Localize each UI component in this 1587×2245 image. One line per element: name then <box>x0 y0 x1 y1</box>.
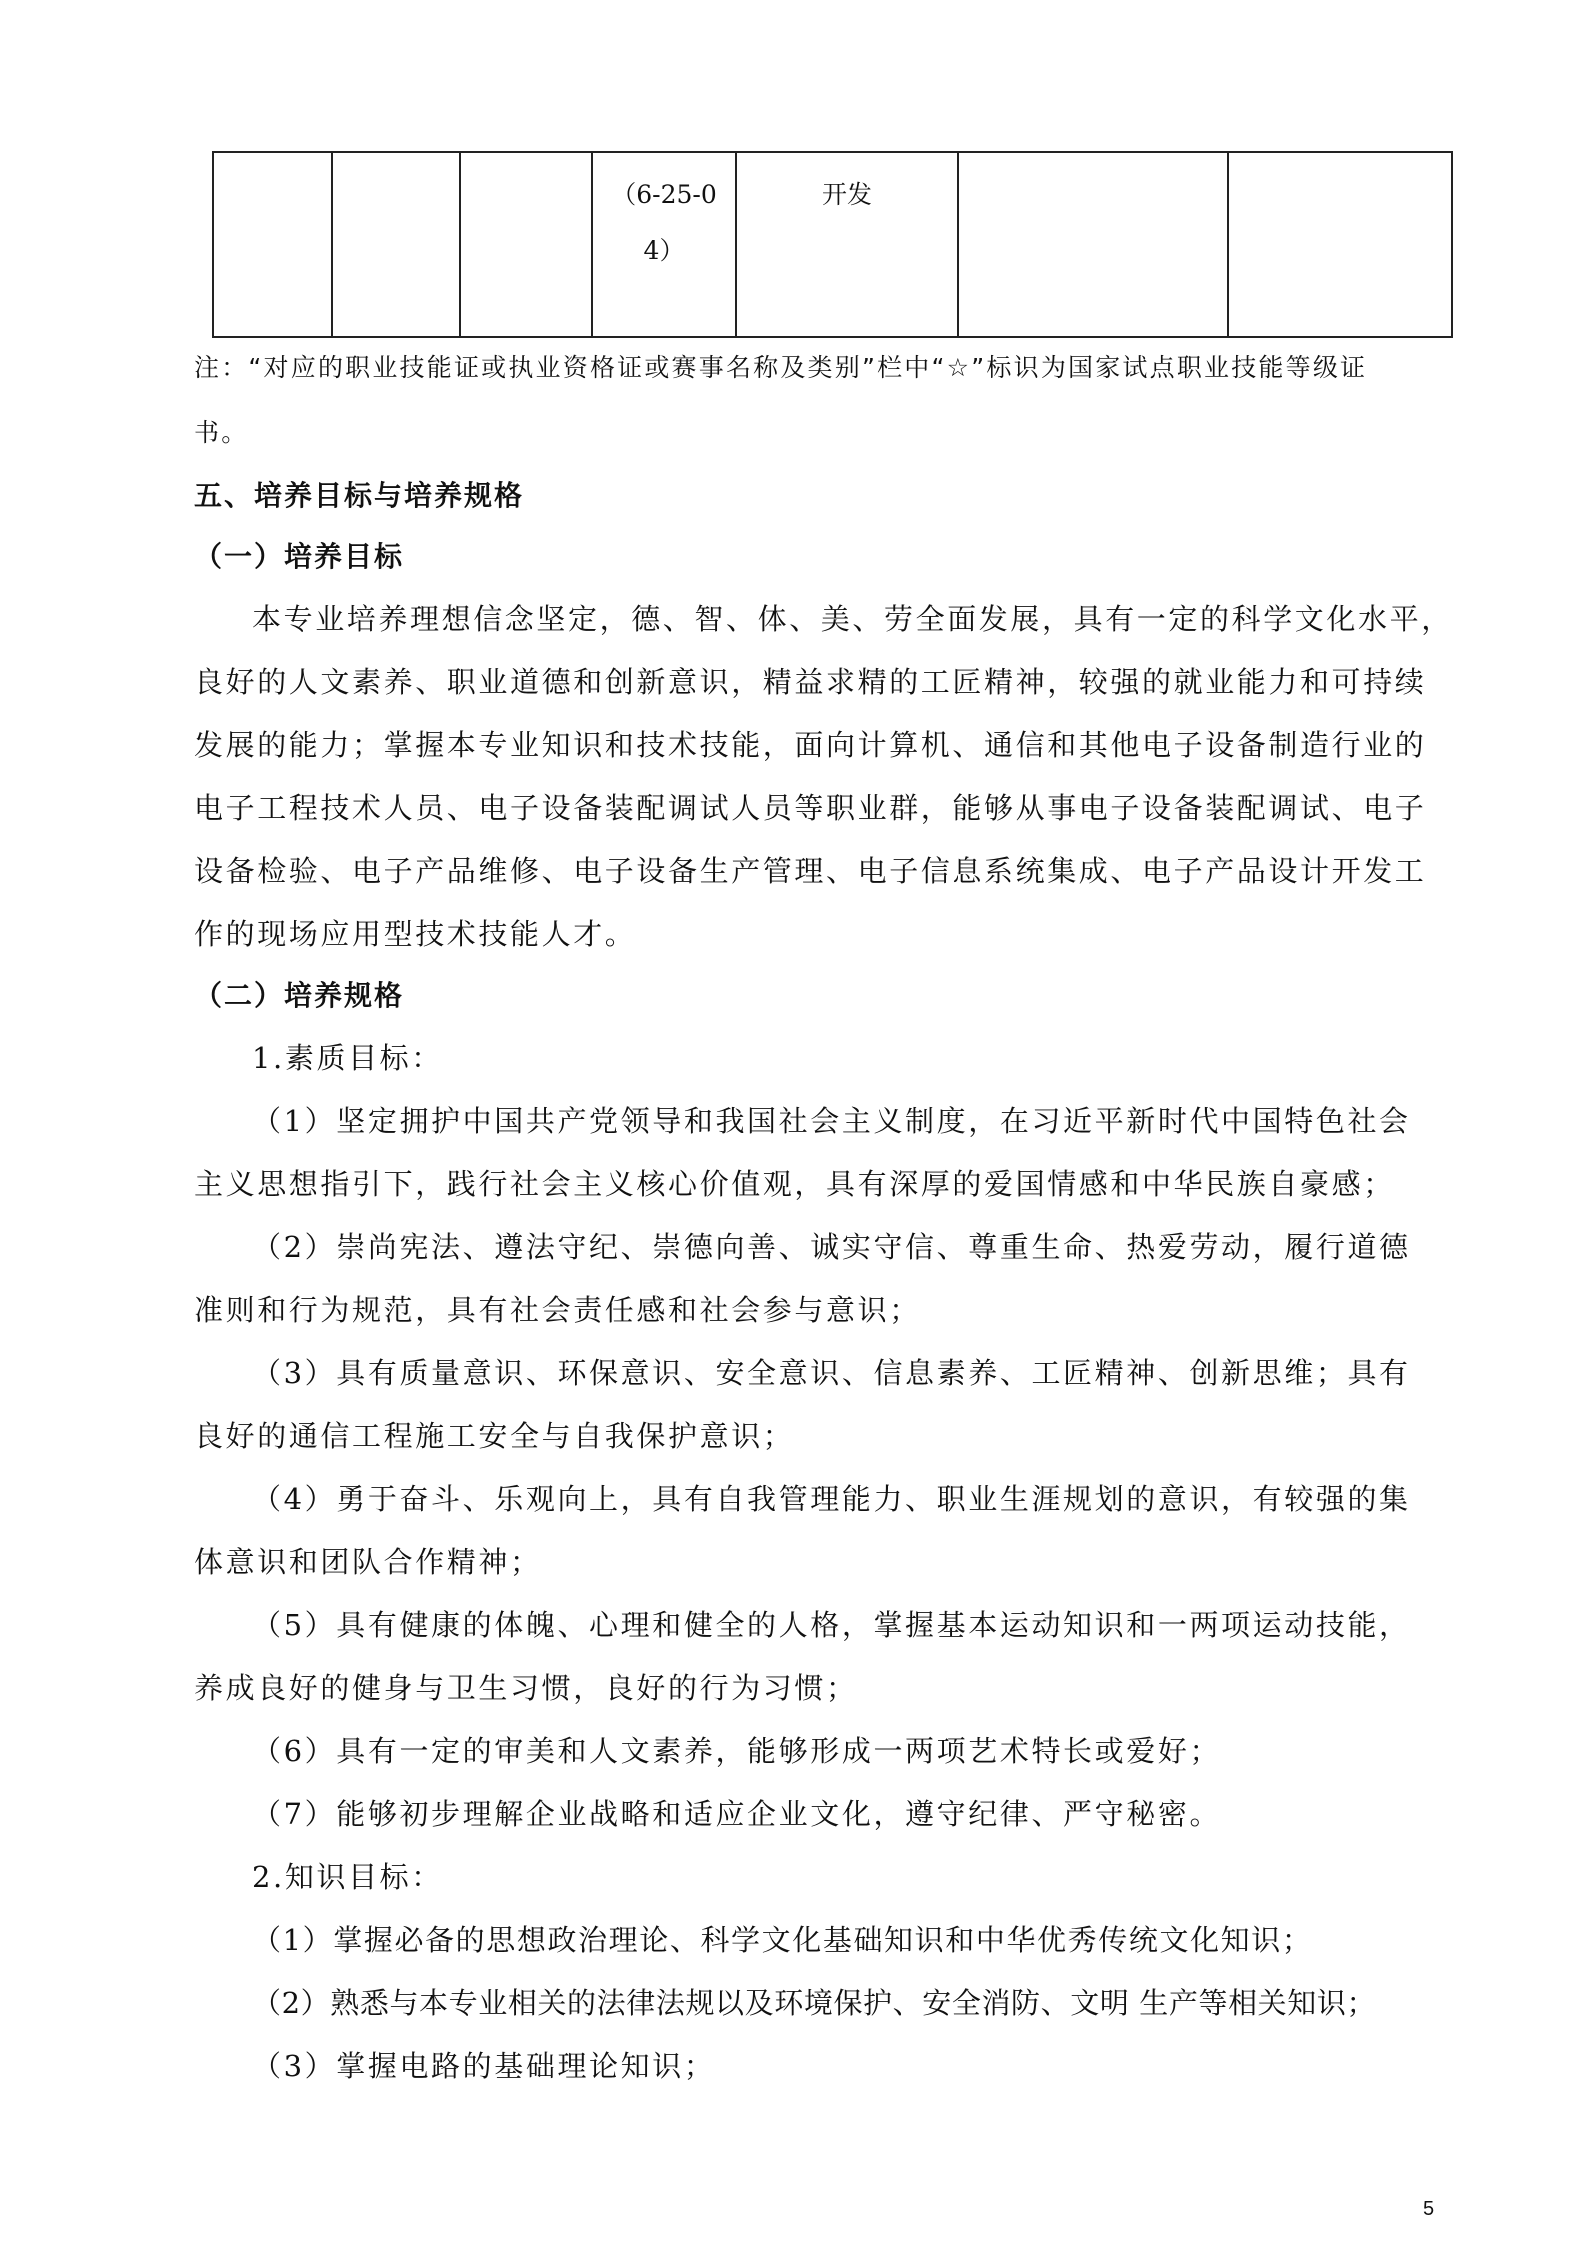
table-row <box>213 152 1452 337</box>
goal-paragraph-line: 作的现场应用型技术技能人才。 <box>194 917 637 951</box>
table-cell-occupation-code <box>592 152 736 337</box>
page-number: 5 <box>1423 2198 1435 2220</box>
quality-item-line: 养成良好的健身与卫生习惯，良好的行为习惯； <box>194 1671 858 1705</box>
quality-item-line: （3）具有质量意识、环保意识、安全意识、信息素养、工匠精神、创新思维；具有 <box>252 1356 1411 1390</box>
goal-paragraph-line: 本专业培养理想信念坚定，德、智、体、美、劳全面发展，具有一定的科学文化水平， <box>252 602 1453 636</box>
quality-item-line: 主义思想指引下，践行社会主义核心价值观，具有深厚的爱国情感和中华民族自豪感； <box>194 1167 1395 1201</box>
table-note-line2: 书。 <box>194 418 249 447</box>
quality-item-line: （7）能够初步理解企业战略和适应企业文化，遵守纪律、严守秘密。 <box>252 1797 1222 1831</box>
quality-item-line: （1）坚定拥护中国共产党领导和我国社会主义制度，在习近平新时代中国特色社会 <box>252 1104 1411 1138</box>
occupation-code-line1: （6-25-0 <box>611 180 717 209</box>
goal-paragraph-line: 电子工程技术人员、电子设备装配调试人员等职业群，能够从事电子设备装配调试、电子 <box>194 791 1427 825</box>
knowledge-item-line: （3）掌握电路的基础理论知识； <box>252 2049 716 2083</box>
table-cell <box>1228 152 1452 337</box>
quality-item-line: （6）具有一定的审美和人文素养，能够形成一两项艺术特长或爱好； <box>252 1734 1222 1768</box>
goal-paragraph-line: 设备检验、电子产品维修、电子设备生产管理、电子信息系统集成、电子产品设计开发工 <box>194 854 1427 888</box>
quality-item-line: （4）勇于奋斗、乐观向上，具有自我管理能力、职业生涯规划的意识，有较强的集 <box>252 1482 1411 1516</box>
table-cell-job <box>736 152 958 337</box>
goal-paragraph-line: 发展的能力；掌握本专业知识和技术技能，面向计算机、通信和其他电子设备制造行业的 <box>194 728 1427 762</box>
quality-item-line: 良好的通信工程施工安全与自我保护意识； <box>194 1419 795 1453</box>
occupation-code-line2: 4） <box>643 236 685 265</box>
quality-goals-title: 1.素质目标： <box>252 1041 443 1075</box>
table-cell <box>958 152 1228 337</box>
quality-item-line: （2）崇尚宪法、遵法守纪、崇德向善、诚实守信、尊重生命、热爱劳动，履行道德 <box>252 1230 1411 1264</box>
knowledge-goals-title: 2.知识目标： <box>252 1860 443 1894</box>
quality-item-line: 准则和行为规范，具有社会责任感和社会参与意识； <box>194 1293 921 1327</box>
table-note-line1: 注：“对应的职业技能证或执业资格证或赛事名称及类别”栏中“☆”标识为国家试点职业技能等级证 <box>194 353 1368 382</box>
goal-paragraph-line: 良好的人文素养、职业道德和创新意识，精益求精的工匠精神，较强的就业能力和可持续 <box>194 665 1427 699</box>
section-title: 五、培养目标与培养规格 <box>194 479 525 512</box>
subsection-title-goals: （一）培养目标 <box>194 540 405 573</box>
table-cell <box>213 152 332 337</box>
table-cell <box>332 152 460 337</box>
knowledge-item-line: （2）熟悉与本专业相关的法律法规以及环境保护、安全消防、文明 生产等相关知识； <box>252 1986 1377 2020</box>
job-text: 开发 <box>821 180 872 209</box>
knowledge-item-line: （1）掌握必备的思想政治理论、科学文化基础知识和中华优秀传统文化知识； <box>252 1923 1313 1957</box>
certificate-table-fragment <box>212 151 1453 338</box>
table-cell <box>460 152 592 337</box>
subsection-title-specs: （二）培养规格 <box>194 979 405 1012</box>
quality-item-line: 体意识和团队合作精神； <box>194 1545 542 1579</box>
quality-item-line: （5）具有健康的体魄、心理和健全的人格，掌握基本运动知识和一两项运动技能， <box>252 1608 1411 1642</box>
